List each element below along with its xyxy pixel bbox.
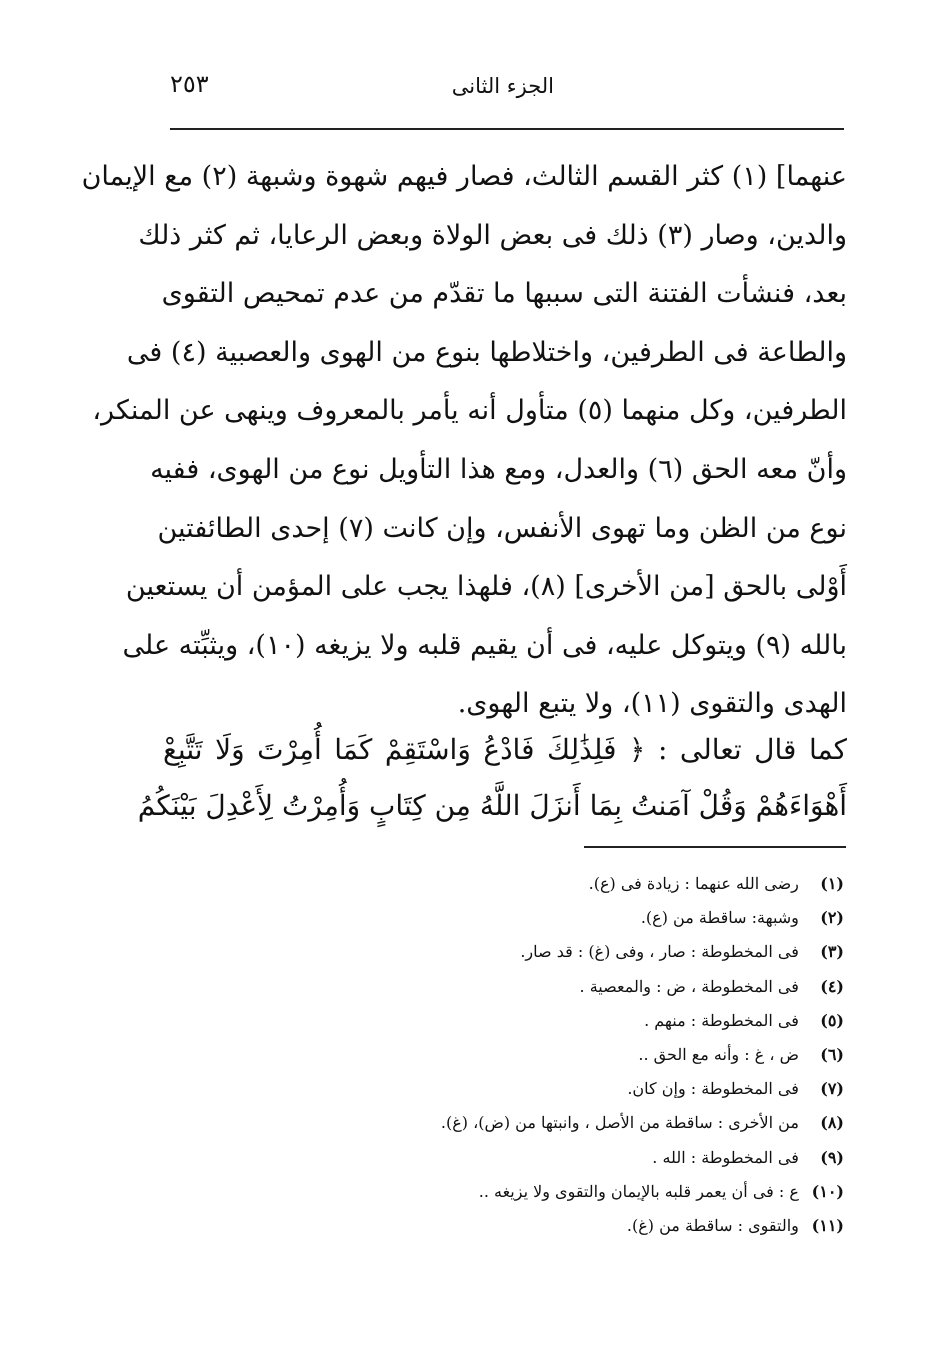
footnote-number: (٧) <box>820 1079 844 1099</box>
footnote-number: (٩) <box>820 1147 844 1167</box>
footnote <box>284 1072 844 1106</box>
verse-line: أَهْوَاءَهُمْ وَقُلْ آمَنتُ بِمَا أَنزَلَ اللَّهُ مِن كِتَابٍ وَأُمِرْتُ لِأَعْدِلَ بَيْنَكُمُ <box>137 789 847 822</box>
footnote-number: (٣) <box>820 942 844 962</box>
footnote-number: (٢) <box>820 908 844 928</box>
footnote-number: (٥) <box>820 1010 844 1030</box>
footnote <box>284 901 844 935</box>
footnote-number: (٦) <box>820 1044 844 1064</box>
footnote-text: فى المخطوطة ، ض : والمعصية . <box>579 976 799 996</box>
footnote-number: (٨) <box>820 1113 844 1133</box>
text-line: الطرفين، وكل منهما (٥) متأول أنه يأمر بالمعروف وينهى عن المنكر، <box>92 395 847 427</box>
footnote-number: (١٠) <box>811 1181 844 1201</box>
footnote <box>284 1038 844 1072</box>
footnote-text: والتقوى : ساقطة من (غ). <box>626 1215 799 1235</box>
footnote <box>284 1141 844 1175</box>
footnote <box>284 1175 844 1209</box>
text-line: وأنّ معه الحق (٦) والعدل، ومع هذا التأويل نوع من الهوى، ففيه <box>150 453 847 485</box>
text-line: بالله (٩) ويتوكل عليه، فى أن يقيم قلبه ولا يزيغه (١٠)، ويثبِّته على <box>122 629 847 661</box>
footnote-text: فى المخطوطة : وإن كان. <box>627 1079 799 1099</box>
footnote <box>284 1106 844 1140</box>
quran-verse <box>137 722 847 834</box>
footnote-text: وشبهة: ساقطة من (ع). <box>640 908 799 928</box>
footnote-rule <box>584 846 846 848</box>
text-line: والدين، وصار (٣) ذلك فى بعض الولاة وبعض الرعايا، ثم كثر ذلك <box>138 219 847 251</box>
footnote-text: فى المخطوطة : صار ، وفى (غ) : قد صار. <box>520 942 799 962</box>
footnote-text: رضى الله عنهما : زيادة فى (ع). <box>588 874 799 893</box>
footnote-number: (١) <box>820 874 844 893</box>
text-line: أَوْلى بالحق [من الأخرى] (٨)، فلهذا يجب على المؤمن أن يستعين <box>125 571 847 603</box>
footnote <box>284 1004 844 1038</box>
running-title: الجزء الثانى <box>451 74 554 98</box>
footnote-number: (١١) <box>811 1215 844 1235</box>
footnote <box>284 935 844 969</box>
footnote-text: ع : فى أن يعمر قلبه بالإيمان والتقوى ولا يزيغه .. <box>478 1181 799 1201</box>
header-rule <box>170 128 844 130</box>
footnote-number: (٤) <box>820 976 844 996</box>
text-line: الهدى والتقوى (١١)، ولا يتبع الهوى. <box>457 688 847 720</box>
page-header <box>170 70 844 110</box>
page-number: ٢٥٣ <box>170 70 209 98</box>
text-line: بعد، فنشأت الفتنة التى سببها ما تقدّم من عدم تمحيص التقوى <box>161 278 847 310</box>
footnote <box>284 867 844 901</box>
main-text <box>81 148 847 734</box>
footnote-text: فى المخطوطة : الله . <box>652 1147 799 1167</box>
footnote-text: ض ، غ : وأنه مع الحق .. <box>638 1044 799 1064</box>
text-line: عنهما] (١) كثر القسم الثالث، فصار فيهم شهوة وشبهة (٢) مع الإيمان <box>81 161 847 192</box>
verse-line: كما قال تعالى : ﴿ فَلِذَٰلِكَ فَادْعُ وَاسْتَقِمْ كَمَا أُمِرْتَ وَلَا تَتَّبِعْ <box>163 733 847 766</box>
footnote-text: فى المخطوطة : منهم . <box>644 1010 799 1030</box>
text-line: والطاعة فى الطرفين، واختلاطها بنوع من الهوى والعصبية (٤) فى <box>126 336 847 368</box>
footnote-text: من الأخرى : ساقطة من الأصل ، وانبتها من (ض)، (غ). <box>440 1113 799 1133</box>
footnote <box>284 1209 844 1243</box>
footnote <box>284 970 844 1004</box>
footnotes <box>284 867 844 1243</box>
text-line: نوع من الظن وما تهوى الأنفس، وإن كانت (٧) إحدى الطائفتين <box>157 512 847 544</box>
